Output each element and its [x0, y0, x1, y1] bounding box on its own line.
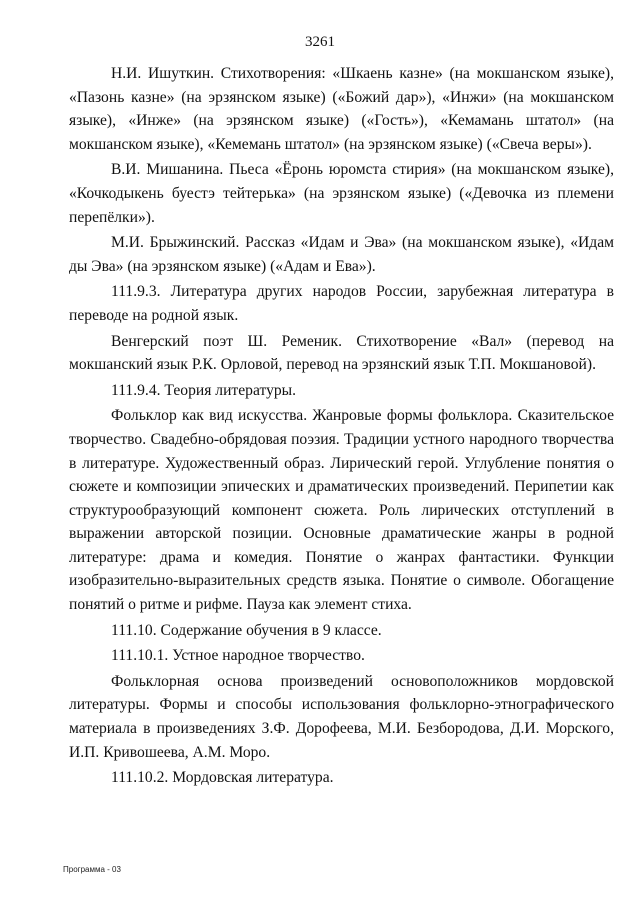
- section-heading-111-9-4: 111.9.4. Теория литературы.: [111, 381, 297, 399]
- paragraph-remenik: Венгерский поэт Ш. Ременик. Стихотворение «Вал» (перевод на мокшанский язык Р.К. Орловой, перевод на эрзянский язык Т.П. Мокшановой).: [69, 332, 614, 374]
- section-heading-111-10: 111.10. Содержание обучения в 9 классе.: [111, 621, 382, 639]
- page-number: 3261: [305, 34, 335, 50]
- section-heading-111-9-3: 111.9.3. Литература других народов России, зарубежная литература в переводе на родной язык.: [69, 283, 614, 324]
- paragraph-bryzhinsky: М.И. Брыжинский. Рассказ «Идам и Эва» (на мокшанском языке), «Идам ды Эва» (на эрзянском языке) («Адам и Ева»).: [69, 234, 614, 275]
- paragraph-mishanina: В.И. Мишанина. Пьеса «Ёронь юромста стирия» (на мокшанском языке), «Кочкодыкень буестэ тейтерька» (на эрзянском языке) («Девочка из племени перепёлки»).: [69, 161, 614, 226]
- document-body: [69, 62, 614, 790]
- paragraph-literary-theory: Фольклор как вид искусства. Жанровые формы фольклора. Сказительское творчество. Свадебно-обрядовая поэзия. Традиции устного народного творчества в литературе. Художественный образ. Лирический герой. Углубление понятия о сюжете и композиции эпических и драматических произведений. Перипетии как структурообразующий компонент сюжета. Роль лирических отступлений в выражении авторской позиции. Основные драматические жанры в родной литературе: драма и комедия. Понятие о жанрах фантастики. Функции изобразительно-выразительных средств языка. Понятие о символе. Обогащение понятий о ритме и рифме. Пауза как элемент стиха.: [69, 407, 614, 614]
- section-heading-111-10-1: 111.10.1. Устное народное творчество.: [111, 647, 365, 665]
- section-heading-111-10-2: 111.10.2. Мордовская литература.: [111, 769, 334, 787]
- paragraph-ishutkin: Н.И. Ишуткин. Стихотворения: «Шкаень казне» (на мокшанском языке), «Пазонь казне» (на эрзянском языке) («Божий дар»), «Инжи» (на мокшанском языке), «Инже» (на эрзянском языке) («Гость»), «Кемамань штатол» (на мокшанском языке), «Кемемань штатол» (на эрзянском языке) («Свеча веры»).: [69, 65, 614, 153]
- footer-program-label: Программа - 03: [63, 865, 121, 874]
- paragraph-folklore-basis: Фольклорная основа произведений основоположников мордовской литературы. Формы и способы использования фольклорно-этнографического материала в произведениях З.Ф. Дорофеева, М.И. Безбородова, Д.И. Морского, И.П. Кривошеева, А.М. Моро.: [69, 672, 614, 761]
